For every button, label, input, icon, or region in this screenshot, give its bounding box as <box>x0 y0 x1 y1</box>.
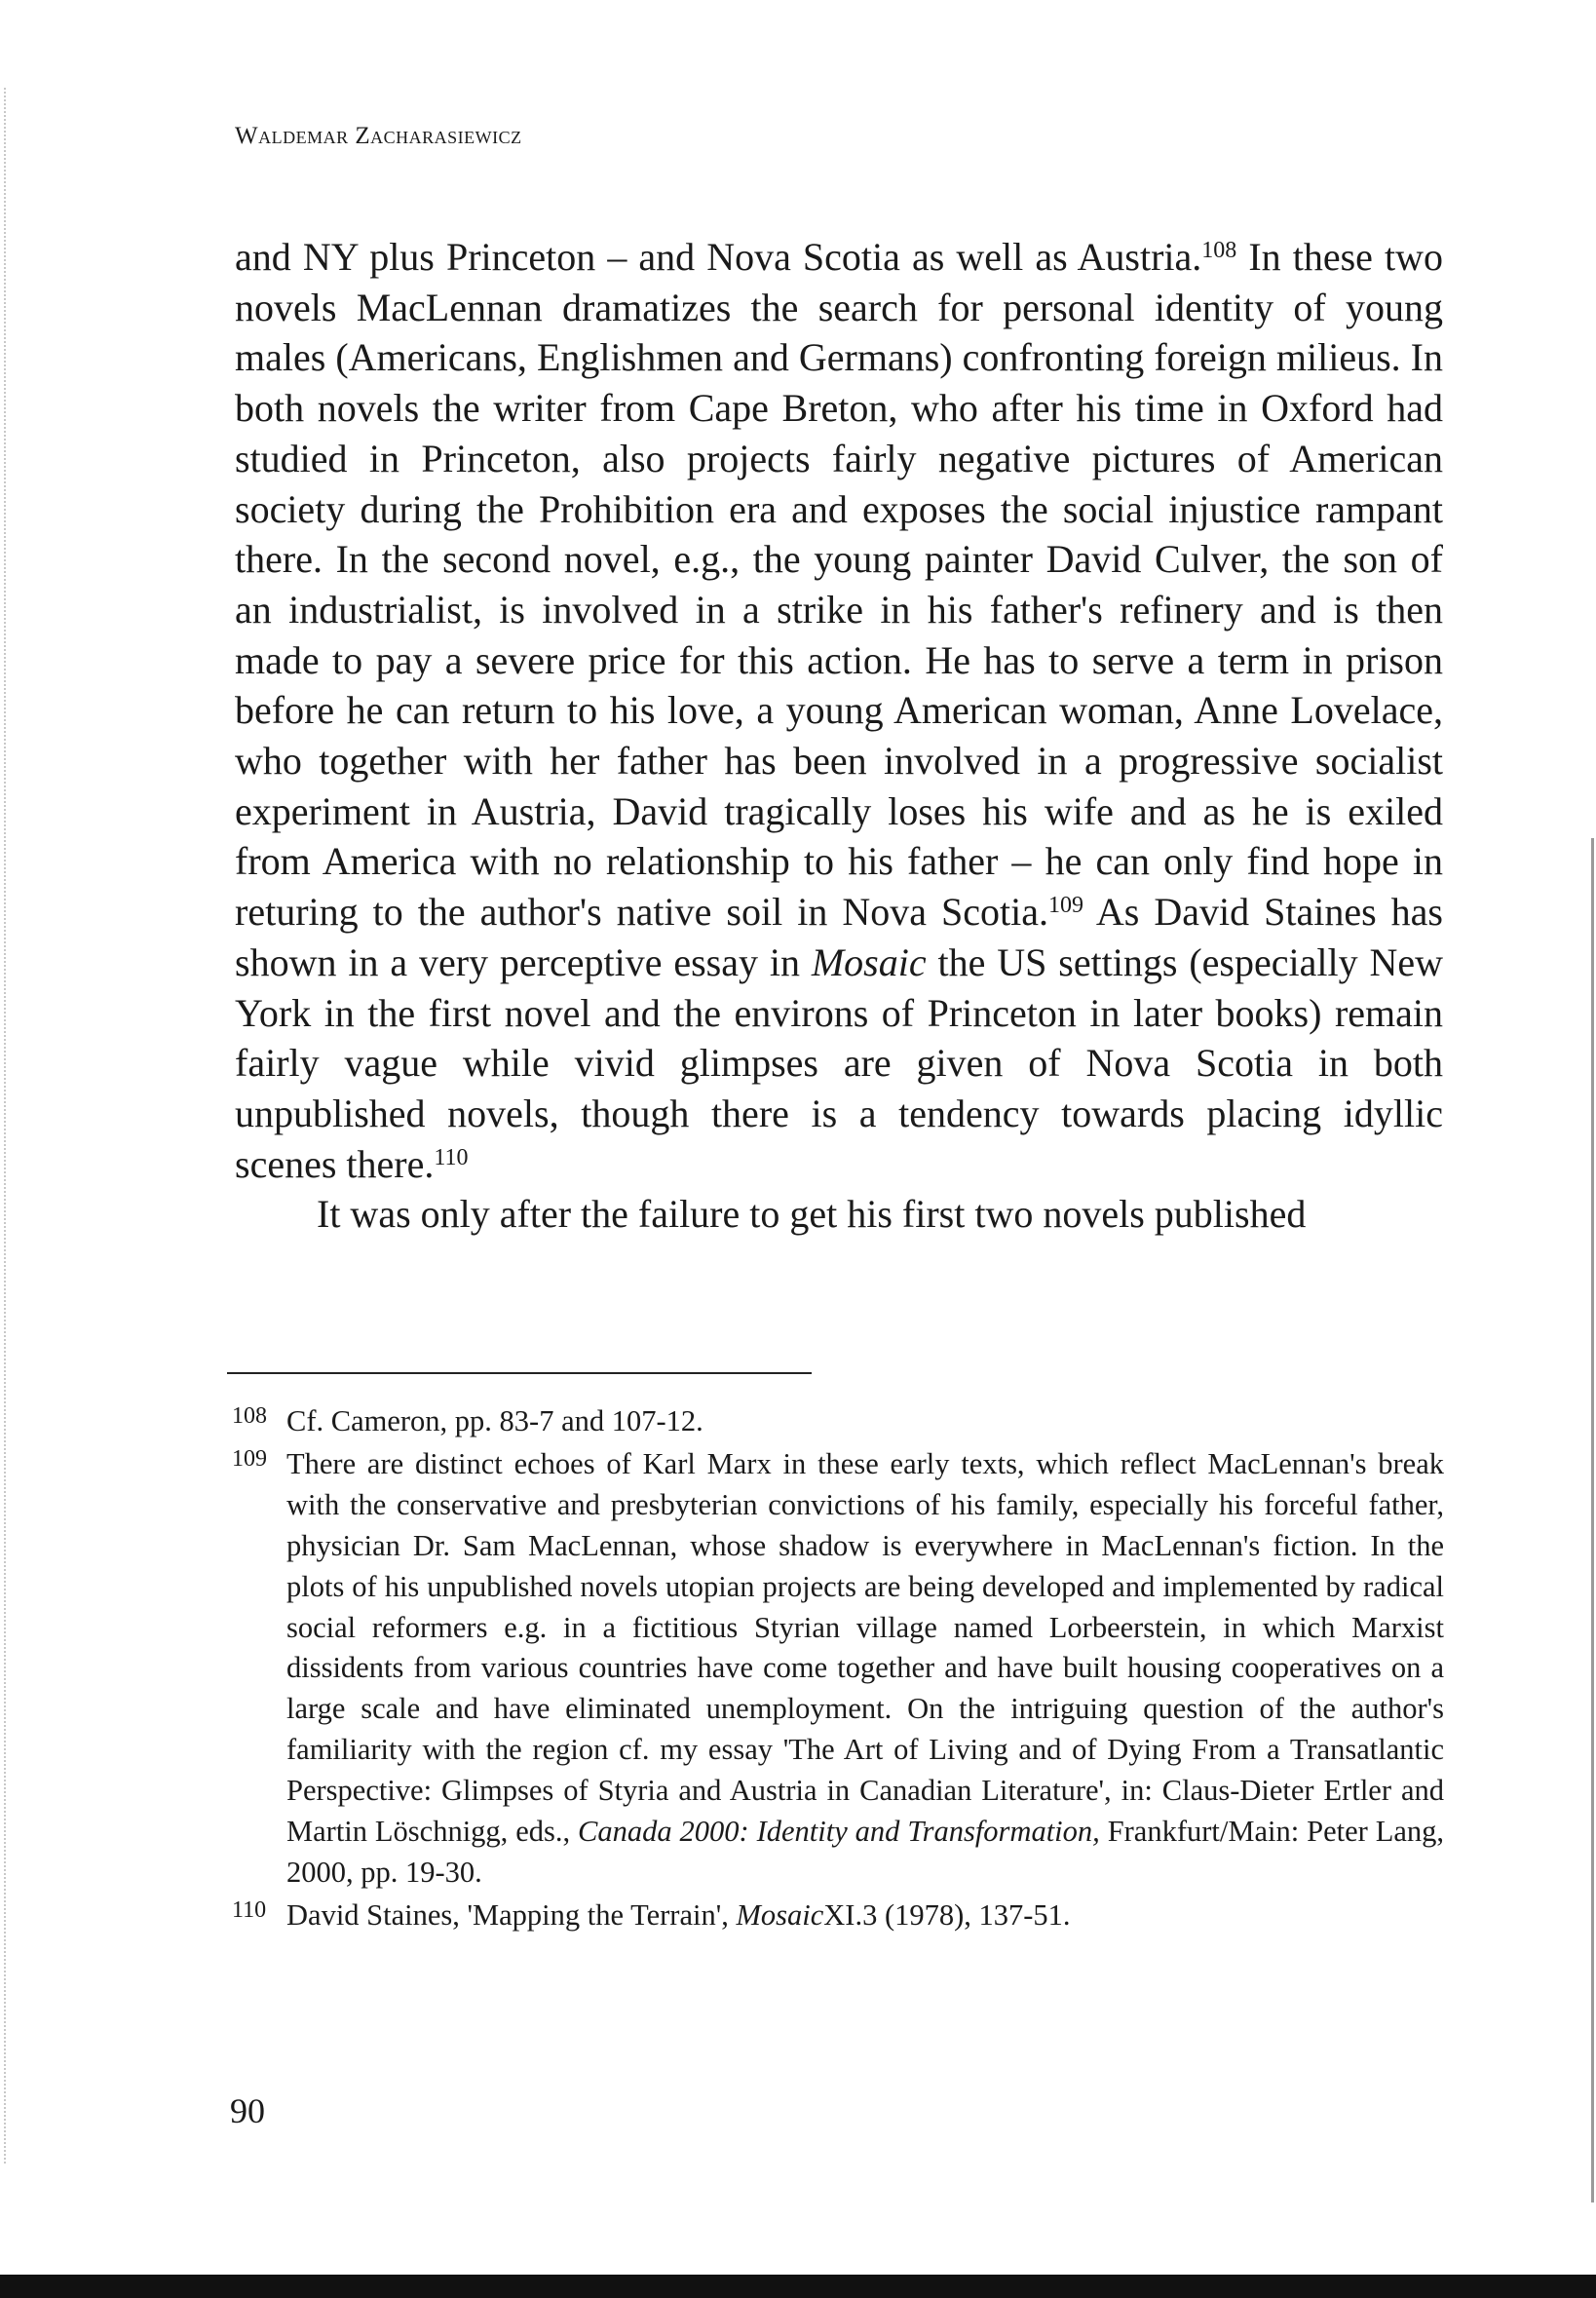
footnotes <box>232 1401 1444 1938</box>
footnote-text: Cf. Cameron, pp. 83-7 and 107-12. <box>286 1404 703 1437</box>
footnote-number: 108 <box>232 1403 267 1429</box>
page-number: 90 <box>230 2091 265 2130</box>
footnote-ref-108[interactable]: 108 <box>1201 237 1237 263</box>
paragraph-1 <box>235 232 1443 1189</box>
footnote-109 <box>232 1444 1444 1894</box>
scan-right-edge <box>1591 838 1594 2202</box>
paragraph-1-text-d: the US settings (especially New York in the first novel and the environs of Princeton in later books) remain fairly vague while vivid glimpses are given of Nova Scotia in both unpublished novels, though there is a tendency towards placing idyllic scenes there. <box>235 939 1444 1186</box>
running-head: Waldemar Zacharasiewicz <box>235 123 522 149</box>
footnote-number: 110 <box>232 1896 267 1923</box>
paragraph-2: It was only after the failure to get his first two novels published <box>317 1192 1307 1237</box>
paragraph-1-text-b: In these two novels MacLennan dramatizes the search for personal identity of young males (Americans, Englishmen and Germans) confronting foreign milieus. In both novels the writer from Cape Breton, who after his time in Oxford had studied in Princeton, also projects fairly negative pictures of American society during the Prohibition era and exposes the social injustice rampant there. In the second novel, e.g., the young painter David Culver, the son of an industrialist, is involved in a strike in his father's refinery and is then made to pay a severe price for this action. He has to serve a term in prison before he can return to his love, a young American woman, Anne Lovelace, who together with her father has been involved in a progressive socialist experiment in Austria, David tragically loses his wife and as he is exiled from America with no relationship to his father – he can only find hope in returing to the author's native soil in Nova Scotia. <box>235 235 1443 935</box>
book-title: Canada 2000: Identity and Transformation, <box>578 1815 1100 1849</box>
footnote-text-a: David Staines, 'Mapping the Terrain', <box>286 1897 737 1932</box>
footnote-108 <box>232 1401 1444 1442</box>
journal-title-mosaic: Mosaic <box>811 939 927 984</box>
footnote-text <box>286 1896 1444 1936</box>
paragraph-1-text-a: and NY plus Princeton – and Nova Scotia as well as Austria. <box>235 235 1202 279</box>
footnote-text-b: Frankfurt/Main: Peter Lang, 2000, pp. 19-30. <box>286 1815 1444 1889</box>
footnote-number: 109 <box>232 1445 267 1472</box>
footnote-text-a: There are distinct echoes of Karl Marx in these early texts, which reflect MacLennan's break with the conservative and presbyterian convictions of his family, especially his forceful father, physician Dr. Sam MacLennan, whose shadow is everywhere in MacLennan's fiction. In the plots of his unpublished novels utopian projects are being developed and implemented by radical social reformers e.g. in a fictitious Styrian village named Lorbeerstein, in which Marxist dissidents from various countries have come together and have built housing cooperatives on a large scale and have eliminated unemployment. On the intriguing question of the author's familiarity with the region cf. my essay 'The Art of Living and of Dying From a Transatlantic Perspective: Glimpses of Styria and Austria in Canadian Literature', in: Claus-Dieter Ertler and Martin Löschnigg, eds., <box>286 1446 1444 1849</box>
scan-left-edge <box>4 88 6 2164</box>
footnote-ref-110[interactable]: 110 <box>434 1144 469 1170</box>
footnote-ref-109[interactable]: 109 <box>1048 892 1084 918</box>
footnote-text-b: XI.3 (1978), 137-51. <box>823 1897 1071 1932</box>
paragraph-1-text-c: As David Staines has shown in a very perceptive essay in <box>235 890 1443 984</box>
scan-bottom-edge <box>0 2275 1596 2298</box>
footnote-110 <box>232 1896 1444 1936</box>
body-text <box>235 232 1443 1240</box>
footnote-text <box>286 1444 1444 1894</box>
footnote-divider <box>227 1372 812 1374</box>
journal-title: Mosaic <box>736 1897 824 1932</box>
